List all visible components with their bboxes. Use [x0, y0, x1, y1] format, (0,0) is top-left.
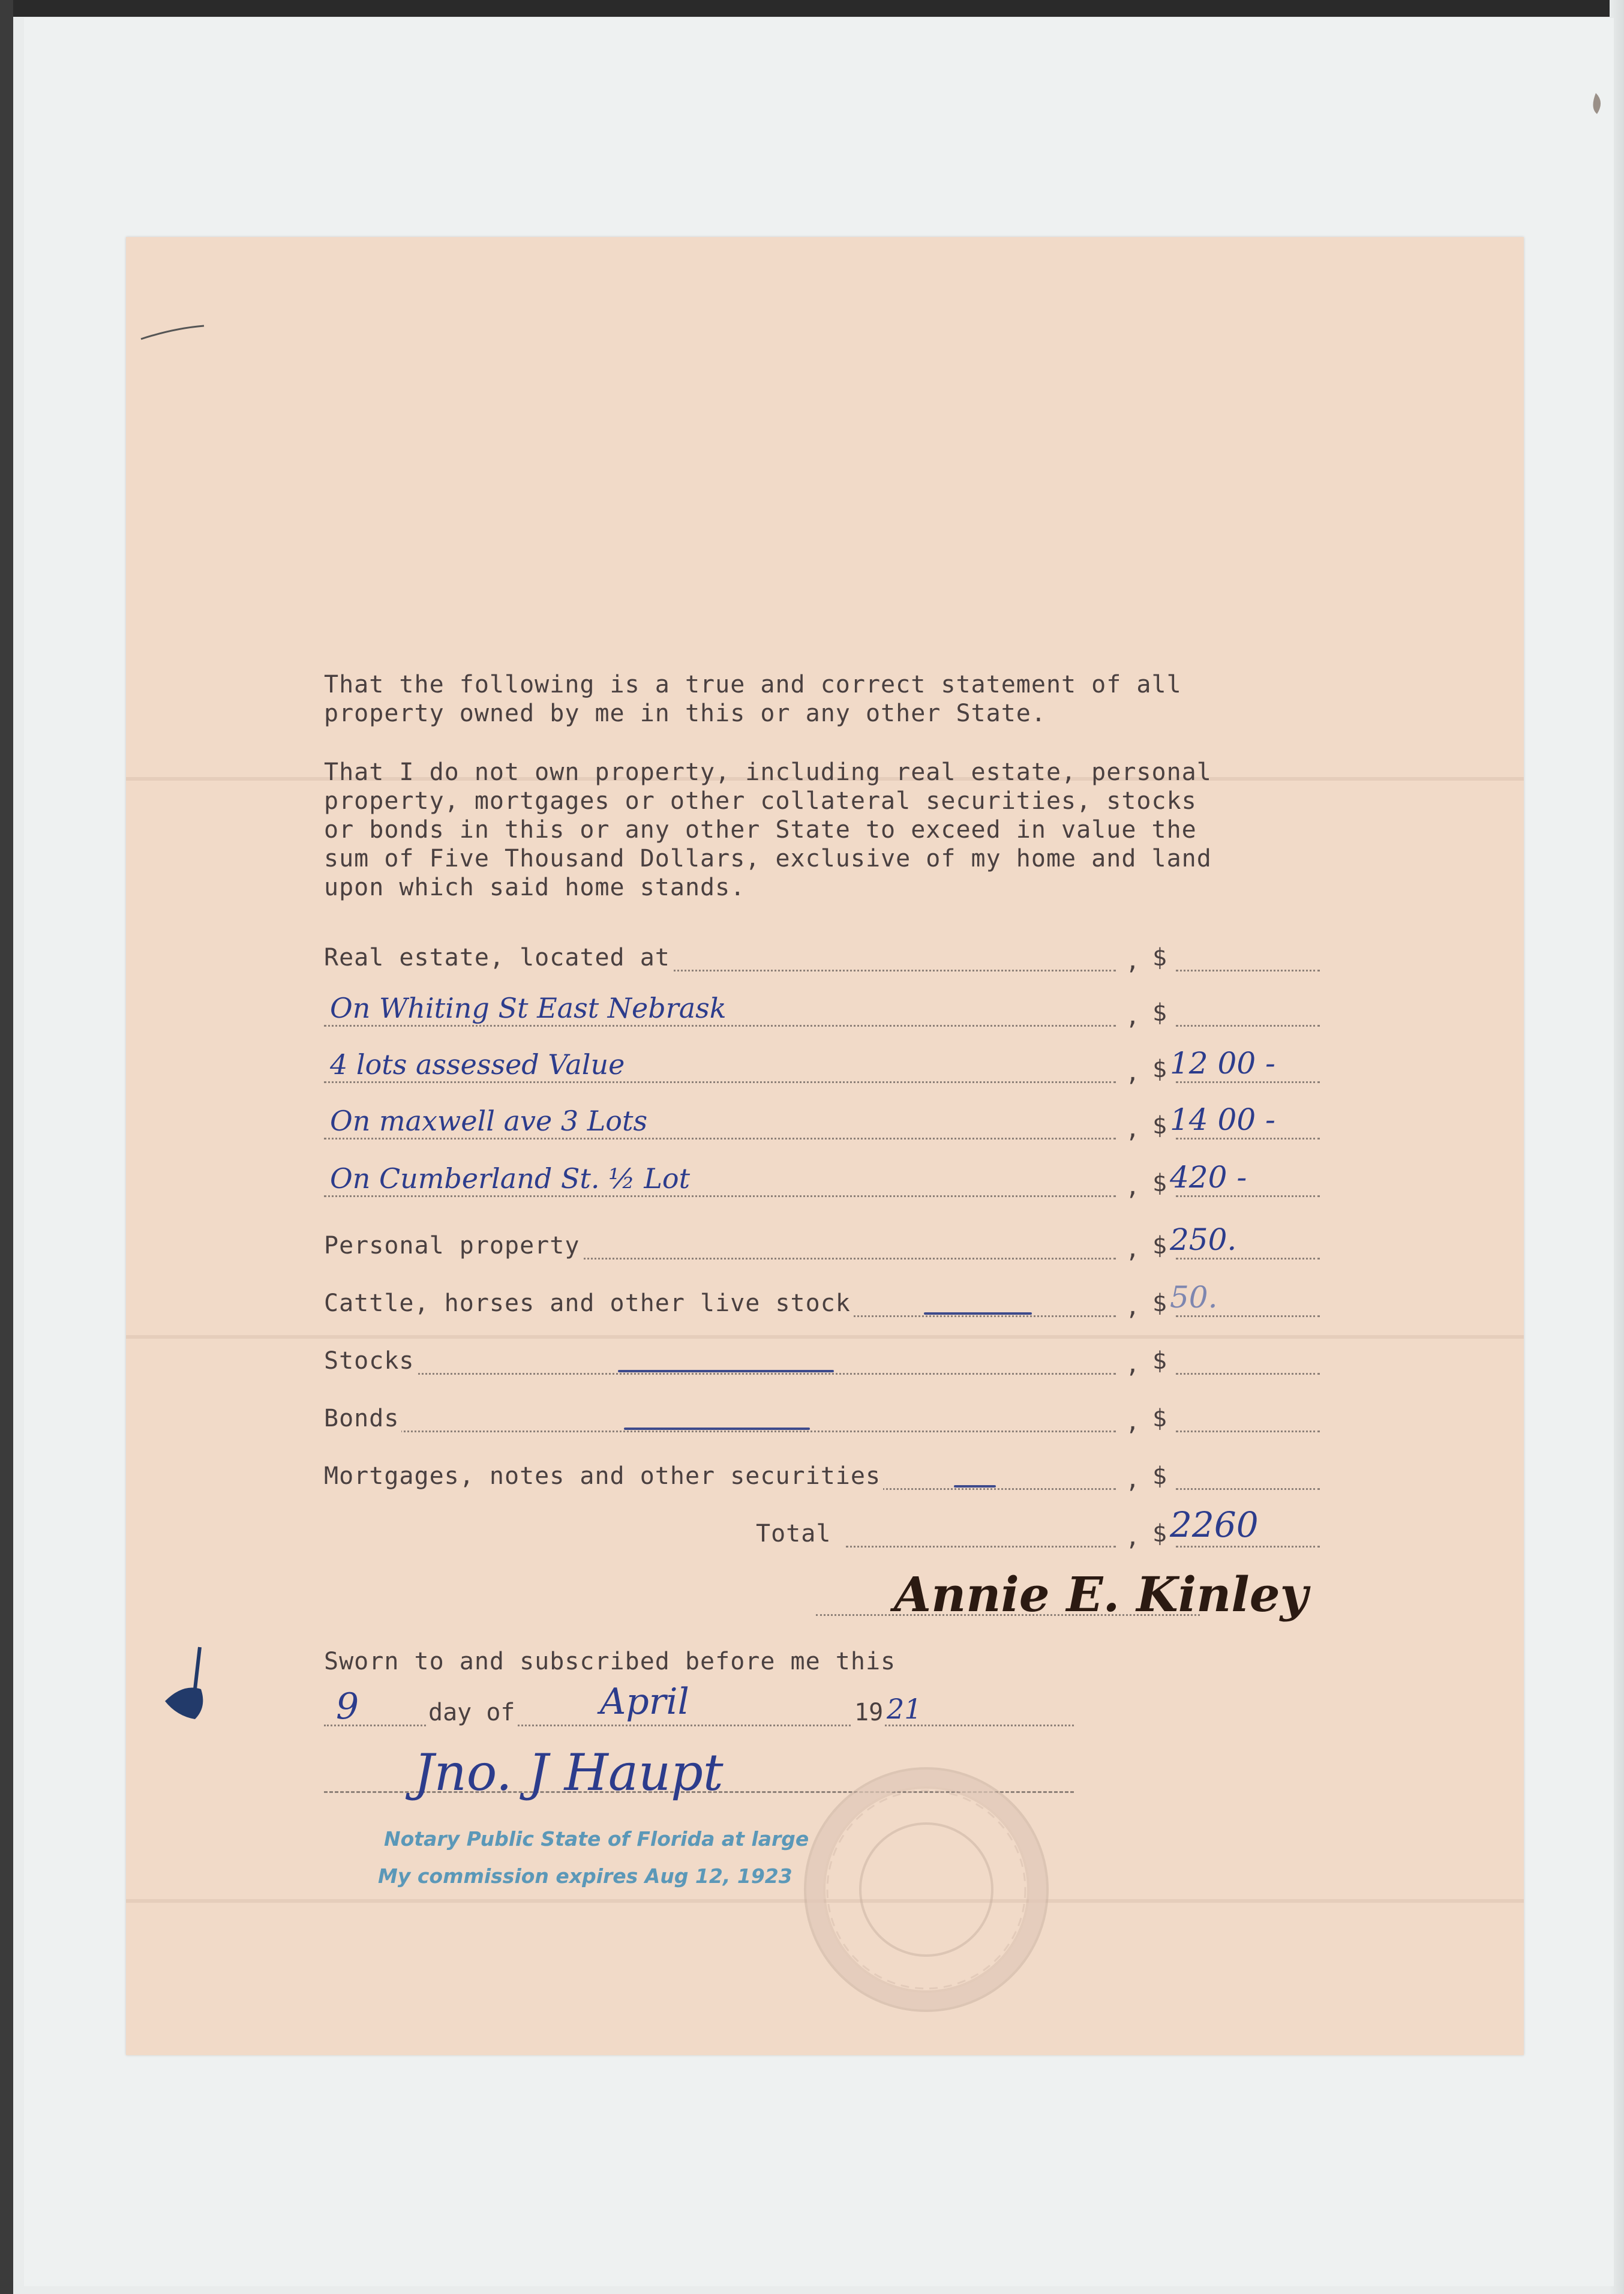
day-of-label: day of [426, 1699, 518, 1726]
notary-signature: Jno. J Haupt [414, 1743, 724, 1802]
leader-dots [324, 1195, 1116, 1197]
intro-line-1: That the following is a true and correct statement of all [324, 671, 1182, 698]
scan-left-edge [0, 0, 13, 2294]
dollar-sign: $ [1152, 1347, 1167, 1375]
personal-property-row [324, 1222, 1320, 1263]
intro-line-2: property owned by me in this or any other State. [324, 700, 1046, 727]
amount-line [1176, 1081, 1320, 1083]
leader-dots [324, 1081, 1116, 1083]
comma: , [1125, 1293, 1140, 1321]
livestock-amount: 50. [1170, 1280, 1218, 1315]
paragraph-line-5: upon which said home stands. [324, 874, 746, 901]
paper-fold [126, 1335, 1524, 1339]
mortgages-row [324, 1458, 1320, 1494]
paragraph-line-3: or bonds in this or any other State to exceed in value the [324, 816, 1197, 844]
comma: , [1125, 1059, 1140, 1087]
comma: , [1125, 1408, 1140, 1436]
comma: , [1125, 1003, 1140, 1030]
dollar-sign: $ [1152, 1520, 1167, 1548]
sworn-month: April [600, 1681, 689, 1723]
pen-stroke-mark [138, 321, 210, 345]
real-estate-entry [324, 994, 1320, 1030]
board-mark-icon [1584, 90, 1608, 126]
year-suffix: 21 [887, 1693, 922, 1725]
real-estate-entry [324, 1160, 1320, 1201]
owner-signature: Annie E. Kinley [894, 1566, 1308, 1623]
leader-dots [324, 1138, 1116, 1139]
dash-mark [618, 1370, 834, 1372]
dollar-sign: $ [1152, 1170, 1167, 1197]
dollar-sign: $ [1152, 1405, 1167, 1432]
amount-line [1176, 1488, 1320, 1490]
sworn-text: Sworn to and subscribed before me this [324, 1648, 896, 1675]
real-estate-entry [324, 1046, 1320, 1087]
leader-dots [324, 1025, 1116, 1027]
leader-dots [324, 1431, 1116, 1432]
real-estate-row [324, 939, 1320, 975]
bonds-label: Bonds [324, 1405, 401, 1432]
total-row [324, 1504, 1320, 1551]
entry-amount: 14 00 - [1170, 1102, 1275, 1137]
document-paper [126, 237, 1524, 2055]
amount-line [1176, 1138, 1320, 1139]
personal-property-label: Personal property [324, 1232, 582, 1260]
dollar-sign: $ [1152, 1290, 1167, 1317]
amount-line [1176, 1195, 1320, 1197]
comma: , [1125, 1524, 1140, 1551]
amount-line [1176, 1025, 1320, 1027]
total-amount: 2260 [1170, 1504, 1259, 1545]
amount-line [1176, 970, 1320, 971]
dollar-sign: $ [1152, 1112, 1167, 1139]
comma: , [1125, 1115, 1140, 1143]
real-estate-entry [324, 1102, 1320, 1143]
comma: , [1125, 1173, 1140, 1201]
dash-mark [924, 1312, 1032, 1315]
entry-location: On Whiting St East Nebrask [330, 992, 727, 1024]
dollar-sign: $ [1152, 1055, 1167, 1083]
dash-mark [954, 1485, 996, 1488]
embossed-seal [804, 1767, 1049, 2012]
dollar-sign: $ [1152, 1462, 1167, 1490]
entry-location: 4 lots assessed Value [330, 1048, 625, 1081]
sworn-day: 9 [336, 1686, 359, 1728]
amount-line [1176, 1315, 1320, 1317]
bonds-row [324, 1400, 1320, 1436]
amount-line [1176, 1258, 1320, 1260]
paragraph-line-2: property, mortgages or other collateral securities, stocks [324, 787, 1197, 815]
stocks-label: Stocks [324, 1347, 417, 1375]
livestock-row [324, 1280, 1320, 1321]
scan-top-edge [0, 0, 1624, 17]
leader-dots [846, 1546, 1116, 1548]
dollar-sign: $ [1152, 999, 1167, 1027]
amount-line [1176, 1431, 1320, 1432]
paragraph-line-4: sum of Five Thousand Dollars, exclusive of my home and land [324, 845, 1212, 872]
entry-amount: 420 - [1170, 1160, 1247, 1195]
leader-dots [324, 1373, 1116, 1375]
comma: , [1125, 1236, 1140, 1263]
date-row [324, 1681, 1074, 1731]
seal-ring-icon [806, 1770, 1046, 2010]
amount-line [1176, 1546, 1320, 1548]
total-label: Total [756, 1520, 833, 1548]
entry-location: On Cumberland St. ½ Lot [330, 1162, 691, 1195]
entry-location: On maxwell ave 3 Lots [330, 1105, 648, 1137]
paragraph-line-1: That I do not own property, including real estate, personal [324, 758, 1212, 786]
personal-property-amount: 250. [1170, 1222, 1237, 1257]
comma: , [1125, 947, 1140, 975]
real-estate-label: Real estate, located at [324, 944, 673, 971]
notary-stamp-line-2: My commission expires Aug 12, 1923 [378, 1864, 793, 1888]
notary-stamp-line-1: Notary Public State of Florida at large [384, 1827, 809, 1851]
ink-blot-mark [153, 1641, 219, 1731]
dash-mark [624, 1428, 810, 1430]
amount-line [1176, 1373, 1320, 1375]
dollar-sign: $ [1152, 944, 1167, 971]
comma: , [1125, 1351, 1140, 1378]
stocks-row [324, 1342, 1320, 1378]
entry-amount: 12 00 - [1170, 1046, 1275, 1081]
mortgages-label: Mortgages, notes and other securities [324, 1462, 883, 1490]
livestock-label: Cattle, horses and other live stock [324, 1290, 853, 1317]
year-prefix: 19 [852, 1699, 883, 1726]
dollar-sign: $ [1152, 1232, 1167, 1260]
comma: , [1125, 1466, 1140, 1494]
